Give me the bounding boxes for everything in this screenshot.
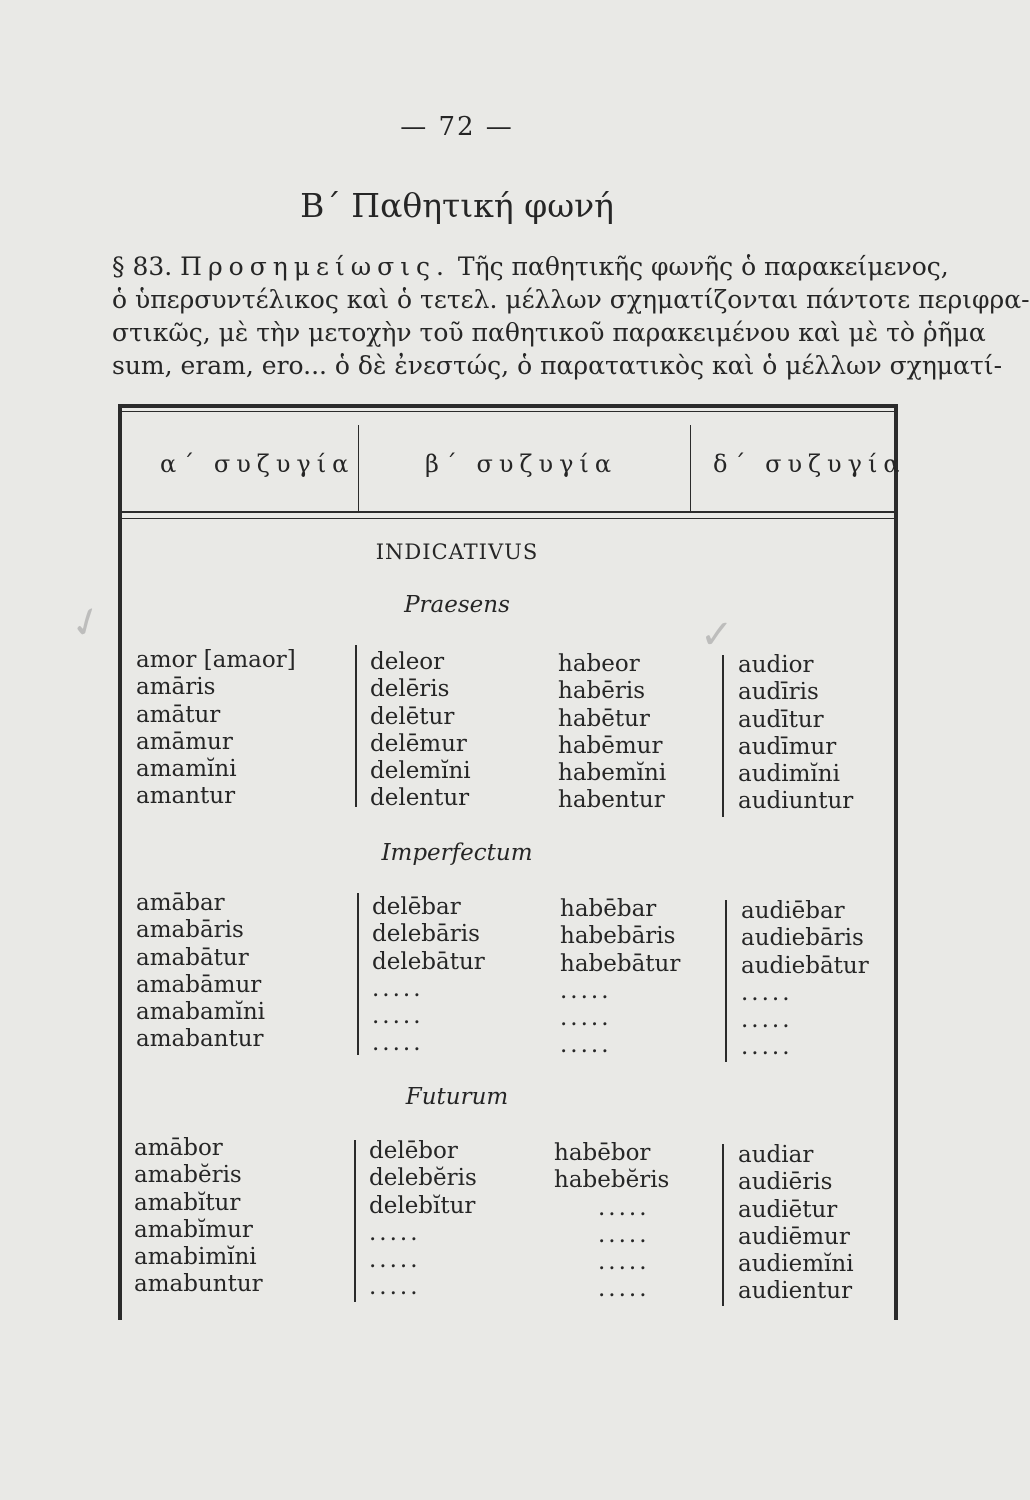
- verb-form-omitted: .....: [372, 1030, 424, 1057]
- verb-form: amabāmur: [136, 971, 262, 998]
- verb-form-omitted: .....: [372, 1003, 424, 1030]
- verb-form: amābar: [136, 890, 225, 916]
- verb-form: audiar: [738, 1142, 814, 1168]
- verb-form: amantur: [136, 783, 236, 810]
- paragraph-line-2: ὁ ὑπερσυντέλικος καὶ ὁ τετελ. μέλλων σχηματίζονται πάντοτε περιφρα-: [112, 285, 1030, 314]
- verb-form: delēmur: [370, 730, 467, 757]
- verb-form: audiebātur: [741, 952, 869, 979]
- verb-form-omitted: .....: [372, 975, 424, 1002]
- col-divider: [722, 655, 724, 817]
- col-divider: [354, 1140, 356, 1302]
- verb-form: habebāris: [560, 923, 676, 950]
- verb-form: audītur: [738, 706, 824, 733]
- header-first-conjugation: α΄ συζυγία: [160, 450, 355, 478]
- verb-form: amabāris: [136, 917, 244, 944]
- header-fourth-conjugation: δ΄ συζυγία: [713, 450, 906, 478]
- verb-form: amamĭni: [136, 756, 237, 783]
- col-divider: [725, 900, 727, 1062]
- verb-form-omitted: .....: [741, 979, 793, 1006]
- verb-form-omitted: .....: [741, 1034, 793, 1061]
- col-divider: [355, 645, 357, 807]
- page-number: — 72 —: [400, 112, 514, 142]
- verb-form-omitted: .....: [560, 1005, 612, 1032]
- verb-form-omitted: .....: [560, 977, 612, 1004]
- verb-form: amabĭmur: [134, 1216, 253, 1243]
- verb-form: amabuntur: [134, 1271, 263, 1298]
- col-divider: [722, 1144, 724, 1306]
- tense-title-imperfectum: Imperfectum: [381, 840, 533, 866]
- verb-form: habētur: [558, 705, 650, 732]
- paragraph-line-1: [112, 250, 949, 283]
- verb-form: audiemĭni: [738, 1251, 854, 1278]
- intro-paragraph: [112, 250, 1030, 382]
- verb-form: amor [amaor]: [136, 647, 296, 673]
- verb-form: habēbar: [560, 896, 657, 922]
- verb-form-omitted: .....: [598, 1276, 650, 1303]
- header-divider-2: [690, 425, 691, 511]
- praesens-second-conj-habere: [558, 651, 666, 815]
- paragraph-line-4: sum, eram, ero... ὁ δὲ ἐνεστώς, ὁ παρατατικὸς καὶ ὁ μέλλων σχηματί-: [112, 351, 1003, 380]
- verb-form: audiuntur: [738, 788, 854, 815]
- imperfectum-second-conj-delere: [372, 894, 485, 1058]
- verb-form: delētur: [370, 703, 455, 730]
- verb-form-omitted: .....: [560, 1032, 612, 1059]
- verb-form: habēris: [558, 678, 646, 705]
- verb-form: amabātur: [136, 944, 249, 971]
- verb-form-omitted: .....: [741, 1007, 793, 1034]
- verb-form: audiēbar: [741, 898, 845, 924]
- verb-form: habebātur: [560, 950, 681, 977]
- verb-form: habēbor: [554, 1140, 651, 1166]
- verb-form: delebātur: [372, 948, 485, 975]
- verb-form: amabĭtur: [134, 1189, 241, 1216]
- verb-form: delēbar: [372, 894, 461, 920]
- verb-form: audīmur: [738, 733, 837, 760]
- verb-form: delebĭtur: [369, 1192, 476, 1219]
- verb-form: amabĕris: [134, 1162, 242, 1189]
- imperfectum-first-conj: [136, 890, 265, 1054]
- verb-form: delebāris: [372, 921, 480, 948]
- verb-form: delēris: [370, 676, 450, 703]
- verb-form: delebĕris: [369, 1165, 477, 1192]
- praesens-second-conj-delere: [370, 649, 471, 813]
- verb-form-omitted: .....: [369, 1274, 421, 1301]
- verb-form: amabantur: [136, 1026, 264, 1053]
- verb-form-omitted: .....: [598, 1194, 650, 1221]
- verb-form: amabimĭni: [134, 1244, 257, 1271]
- verb-form: amabamĭni: [136, 999, 266, 1026]
- verb-form: audīris: [738, 679, 819, 706]
- verb-form: habebĕris: [554, 1167, 670, 1194]
- futurum-second-conj-delere: [369, 1138, 477, 1302]
- header-second-conjugation: β΄ συζυγία: [425, 450, 618, 478]
- verb-form: audimĭni: [738, 761, 840, 788]
- verb-form: audiebāris: [741, 925, 864, 952]
- imperfectum-fourth-conj: [741, 898, 869, 1062]
- verb-form: habeor: [558, 651, 640, 677]
- verb-form: audiēmur: [738, 1223, 850, 1250]
- table-top-rule-thick: [118, 404, 898, 408]
- mood-title: INDICATIVUS: [375, 540, 539, 564]
- verb-form-omitted: .....: [369, 1247, 421, 1274]
- futurum-first-conj: [134, 1135, 263, 1299]
- section-mark: § 83.: [112, 252, 173, 281]
- verb-form-omitted: .....: [598, 1249, 650, 1276]
- verb-form: habentur: [558, 787, 665, 814]
- verb-form: delemĭni: [370, 758, 471, 785]
- verb-form: delentur: [370, 785, 470, 812]
- verb-form-omitted: .....: [369, 1219, 421, 1246]
- verb-form: habēmur: [558, 732, 663, 759]
- verb-form-omitted: .....: [598, 1221, 650, 1248]
- col-divider: [357, 893, 359, 1055]
- praesens-fourth-conj: [738, 652, 853, 816]
- header-divider-1: [358, 425, 359, 511]
- paragraph-line-text: Τῆς παθητικῆς φωνῆς ὁ παρακείμενος,: [457, 252, 949, 281]
- futurum-fourth-conj: [738, 1142, 854, 1306]
- verb-form: audiētur: [738, 1196, 838, 1223]
- verb-form: amābor: [134, 1135, 223, 1161]
- imperfectum-second-conj-habere: [560, 896, 680, 1060]
- tense-title-praesens: Praesens: [404, 592, 510, 618]
- praesens-first-conj: [136, 647, 296, 811]
- pencil-check-mark: ✓: [63, 595, 111, 651]
- verb-form: delēbor: [369, 1138, 458, 1164]
- header-bottom-rule-1: [122, 511, 894, 513]
- tense-title-futurum: Futurum: [405, 1084, 509, 1110]
- futurum-second-conj-habere: [554, 1140, 669, 1304]
- header-bottom-rule-2: [122, 518, 894, 519]
- paragraph-heading: Προσημείωσις.: [180, 252, 450, 281]
- verb-form: habemĭni: [558, 760, 667, 787]
- section-title: Β΄ Παθητική φωνή: [300, 186, 614, 225]
- verb-form: amāris: [136, 674, 216, 701]
- verb-form: audientur: [738, 1278, 853, 1305]
- verb-form: deleor: [370, 649, 445, 675]
- pencil-check-mark: ✓: [700, 612, 734, 658]
- paragraph-line-3: στικῶς, μὲ τὴν μετοχὴν τοῦ παθητικοῦ παρακειμένου καὶ μὲ τὸ ῥῆμα: [112, 318, 986, 347]
- verb-form: audiēris: [738, 1169, 833, 1196]
- verb-form: amātur: [136, 701, 221, 728]
- verb-form: audior: [738, 652, 814, 678]
- verb-form: amāmur: [136, 728, 233, 755]
- table-top-rule-thin: [118, 411, 898, 412]
